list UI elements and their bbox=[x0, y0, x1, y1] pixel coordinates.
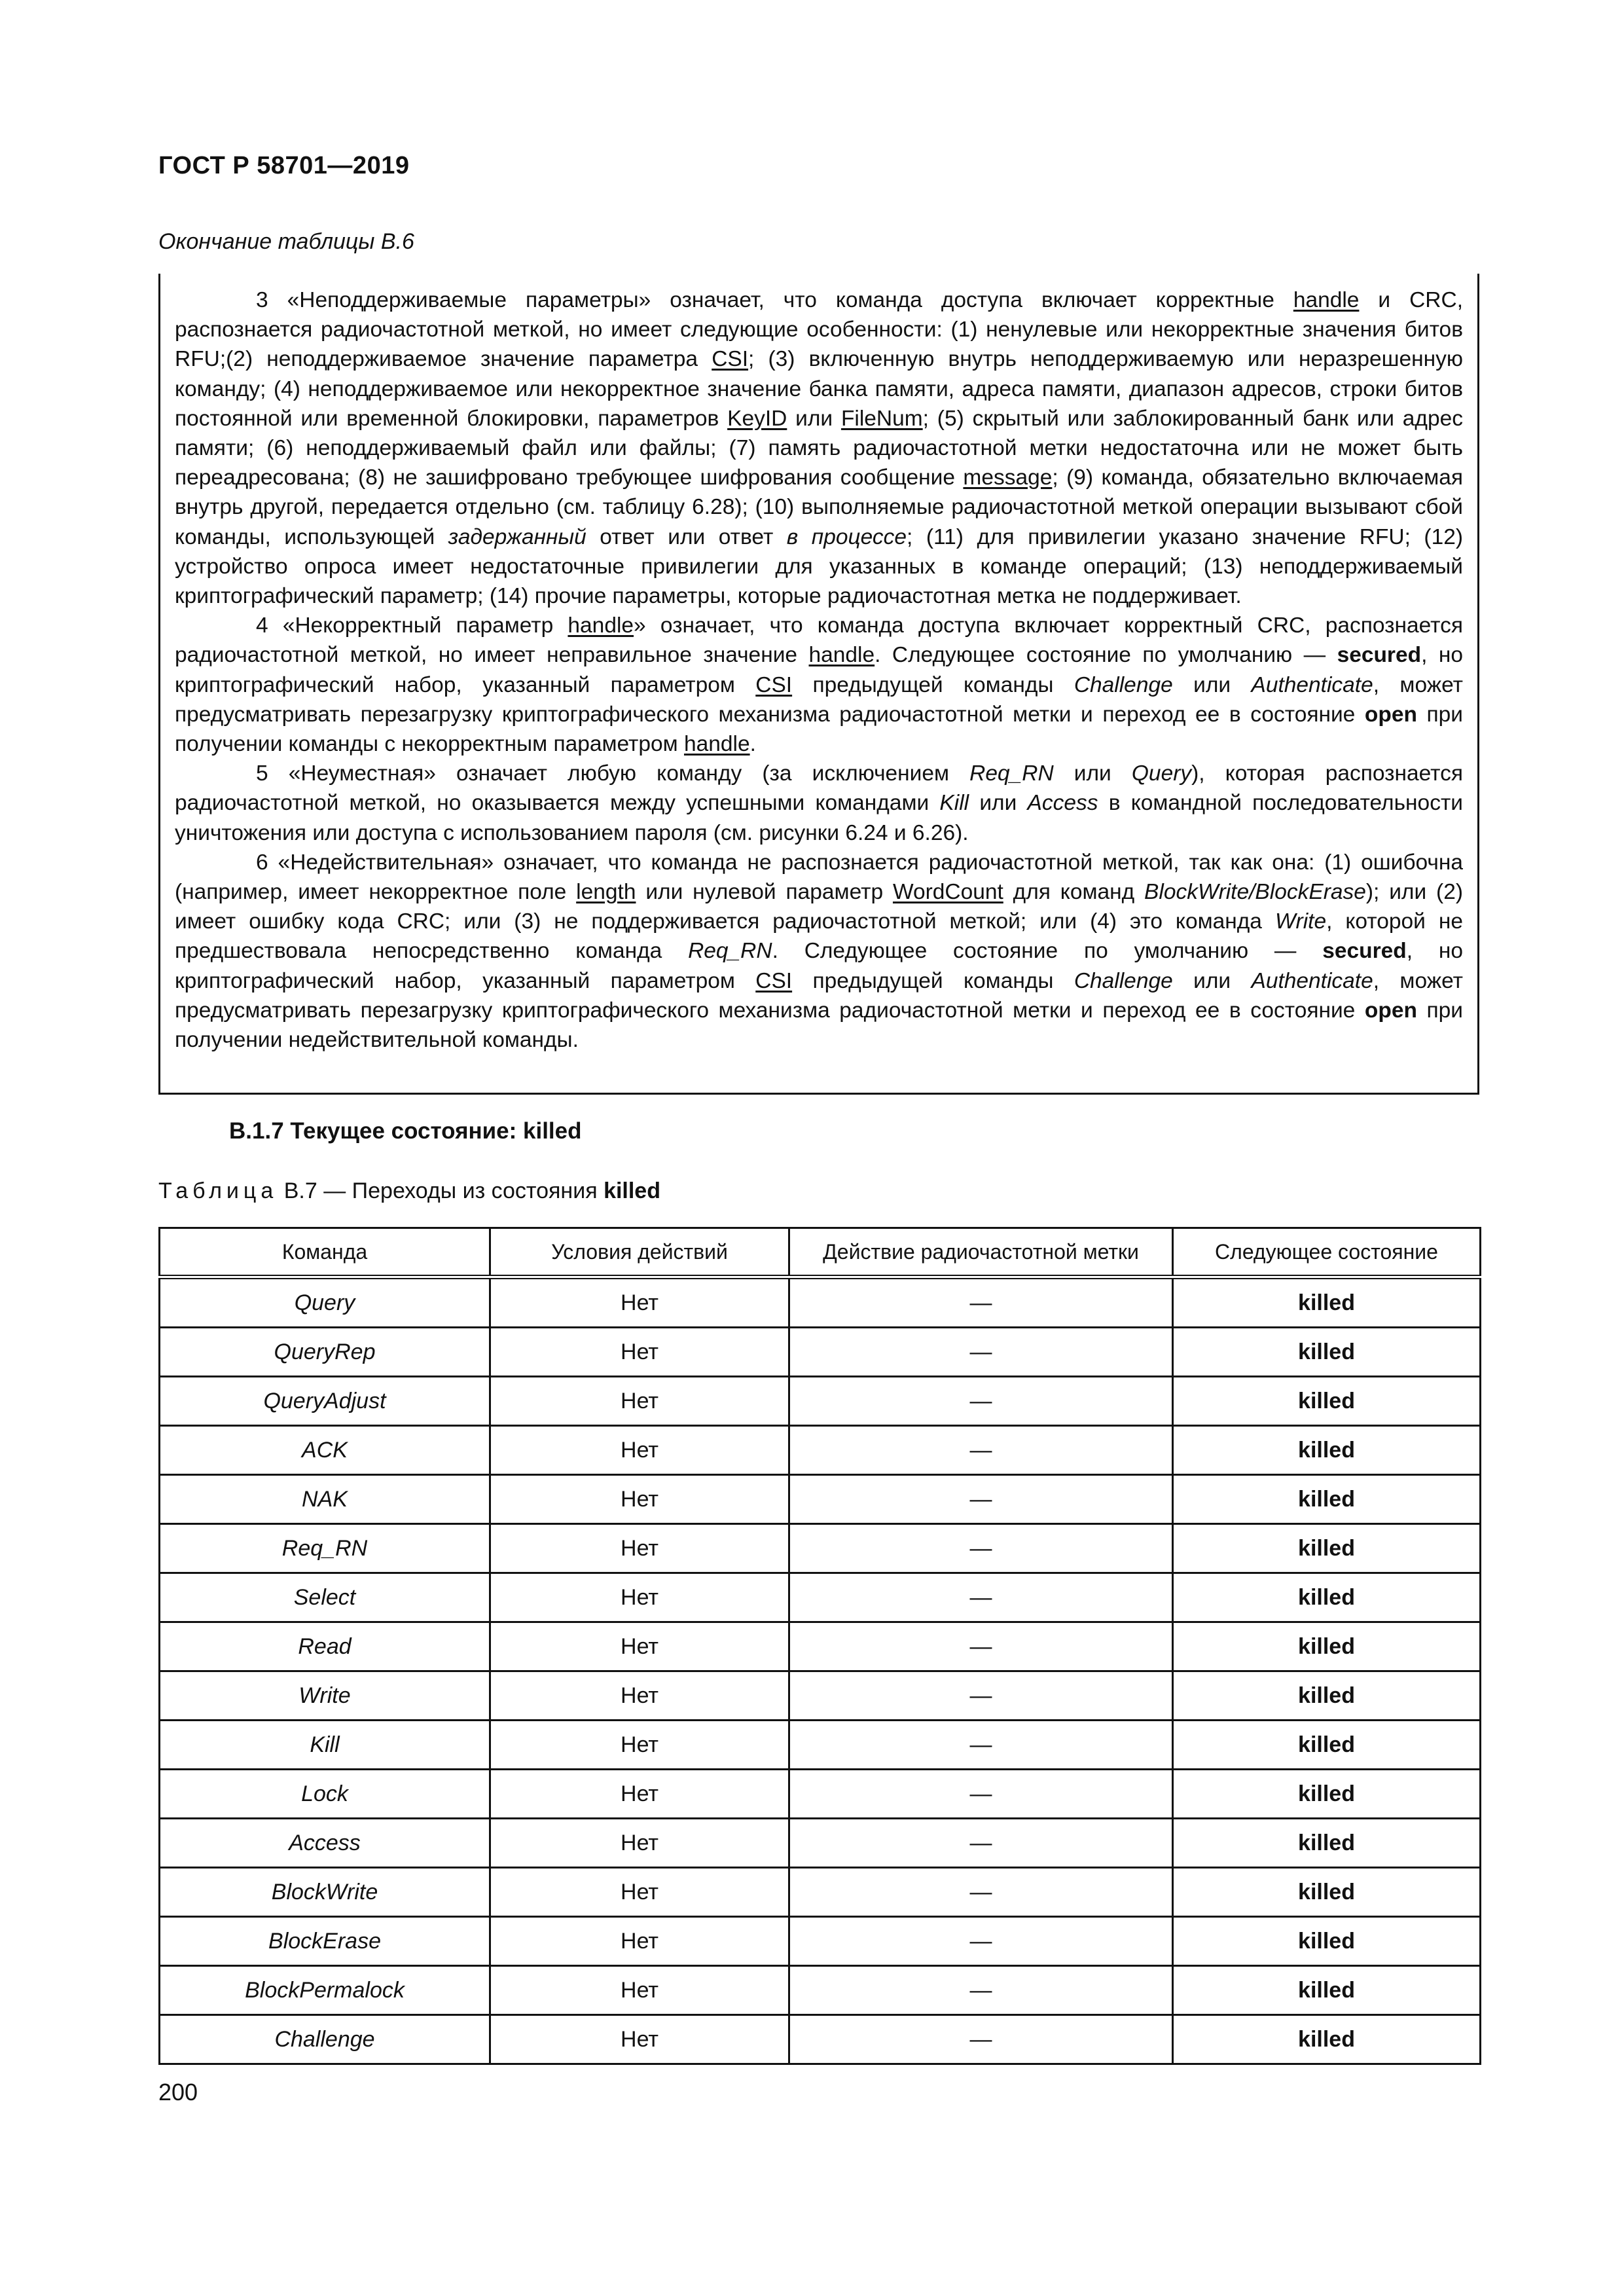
table-row bbox=[160, 1426, 1481, 1475]
conditions-cell: Нет bbox=[490, 1770, 789, 1819]
header-command: Команда bbox=[160, 1228, 490, 1277]
page-number: 200 bbox=[158, 2079, 198, 2105]
action-cell: — bbox=[789, 1917, 1173, 1966]
action-cell: — bbox=[789, 2015, 1173, 2064]
next-state-cell: killed bbox=[1173, 1917, 1481, 1966]
next-state-cell: killed bbox=[1173, 1573, 1481, 1622]
table-notes-box bbox=[158, 274, 1479, 1095]
table-row bbox=[160, 1917, 1481, 1966]
conditions-cell: Нет bbox=[490, 1524, 789, 1573]
command-cell: Kill bbox=[160, 1721, 490, 1770]
conditions-cell: Нет bbox=[490, 1426, 789, 1475]
next-state-cell: killed bbox=[1173, 1868, 1481, 1917]
note-4: 4 «Некорректный параметр handle» означает, что команда доступа включает корректный CRC, распознается радиочастотной меткой, но имеет неправильное значение handle. Следующее состояние по умолчанию — secured, но криптографический набор, указанный параметром CSI предыдущей команды Challenge или Authenticate, может предусматривать перезагрузку криптографического механизма радиочастотной метки и переход ее в состояние open при получении команды с некорректным параметром handle. bbox=[175, 613, 1463, 757]
next-state-cell: killed bbox=[1173, 1475, 1481, 1524]
action-cell: — bbox=[789, 1966, 1173, 2015]
conditions-cell: Нет bbox=[490, 1573, 789, 1622]
command-cell: Lock bbox=[160, 1770, 490, 1819]
conditions-cell: Нет bbox=[490, 1819, 789, 1868]
command-cell: QueryRep bbox=[160, 1328, 490, 1377]
action-cell: — bbox=[789, 1277, 1173, 1328]
action-cell: — bbox=[789, 1622, 1173, 1671]
table-row bbox=[160, 1671, 1481, 1721]
table-row bbox=[160, 1622, 1481, 1671]
command-cell: ACK bbox=[160, 1426, 490, 1475]
action-cell: — bbox=[789, 1524, 1173, 1573]
action-cell: — bbox=[789, 1328, 1173, 1377]
table-row bbox=[160, 1868, 1481, 1917]
table-row bbox=[160, 1524, 1481, 1573]
action-cell: — bbox=[789, 1819, 1173, 1868]
command-cell: BlockWrite bbox=[160, 1868, 490, 1917]
note-5: 5 «Неуместная» означает любую команду (за исключением Req_RN или Query), которая распознается радиочастотной меткой, но оказывается между успешными командами Kill или Access в командной последовательности уничтожения или доступа с использованием пароля (см. рисунки 6.24 и 6.26). bbox=[175, 761, 1464, 845]
document-code: ГОСТ Р 58701—2019 bbox=[158, 152, 410, 179]
table-row bbox=[160, 1770, 1481, 1819]
command-cell: NAK bbox=[160, 1475, 490, 1524]
table-row bbox=[160, 1475, 1481, 1524]
conditions-cell: Нет bbox=[490, 1966, 789, 2015]
header-conditions: Условия действий bbox=[490, 1228, 789, 1277]
header-next-state: Следующее состояние bbox=[1173, 1228, 1481, 1277]
next-state-cell: killed bbox=[1173, 1524, 1481, 1573]
action-cell: — bbox=[789, 1475, 1173, 1524]
note-3: 3 «Неподдерживаемые параметры» означает, что команда доступа включает корректные handle и CRC, распознается радиочастотной меткой, но имеет следующие особенности: (1) ненулевые или некорректные значения битов RFU;(2) неподдерживаемое значение параметра CSI; (3) включенную внутрь неподдерживаемую или неразрешенную команду; (4) неподдерживаемое или некорректное значение банка памяти, адреса памяти, диапазон адресов, строки битов постоянной или временной блокировки, параметров KeyID или FileNum; (5) скрытый или заблокированный банк или адрес памяти; (6) неподдерживаемый файл или файлы; (7) память радиочастотной метки недостаточна или не может быть переадресована; (8) не зашифровано требующее шифрования сообщение message; (9) команда, обязательно включаемая внутрь другой, передается отдельно (см. таблицу 6.28); (10) выполняемые радиочастотной меткой операции вызывают сбой команды, использующей задержанный ответ или ответ в процессе; (11) для привилегии указано значение RFU; (12) устройство опроса имеет недостаточные привилегии для указанных в команде операций; (13) неподдерживаемый криптографический параметр; (14) прочие параметры, которые радиочастотная метка не поддерживает. bbox=[175, 288, 1464, 609]
table-row bbox=[160, 1328, 1481, 1377]
section-heading: В.1.7 Текущее состояние: killed bbox=[229, 1118, 582, 1144]
command-cell: BlockErase bbox=[160, 1917, 490, 1966]
table-row bbox=[160, 1277, 1481, 1328]
conditions-cell: Нет bbox=[490, 1328, 789, 1377]
next-state-cell: killed bbox=[1173, 2015, 1481, 2064]
conditions-cell: Нет bbox=[490, 1917, 789, 1966]
command-cell: Query bbox=[160, 1277, 490, 1328]
table-continuation-label: Окончание таблицы В.6 bbox=[158, 229, 414, 254]
table-row bbox=[160, 1573, 1481, 1622]
conditions-cell: Нет bbox=[490, 1377, 789, 1426]
command-cell: QueryAdjust bbox=[160, 1377, 490, 1426]
action-cell: — bbox=[789, 1721, 1173, 1770]
conditions-cell: Нет bbox=[490, 1622, 789, 1671]
next-state-cell: killed bbox=[1173, 1671, 1481, 1721]
action-cell: — bbox=[789, 1770, 1173, 1819]
note-6: 6 «Недействительная» означает, что команда не распознается радиочастотной меткой, так как она: (1) ошибочна (например, имеет некорректное поле length или нулевой параметр WordCount для команд BlockWrite/BlockErase); или (2) имеет ошибку кода CRC; или (3) не поддерживается радиочастотной меткой; или (4) это команда Write, которой не предшествовала непосредственно команда Req_RN. Следующее состояние по умолчанию — secured, но криптографический набор, указанный параметром CSI предыдущей команды Challenge или Authenticate, может предусматривать перезагрузку криптографического механизма радиочастотной метки и переход ее в состояние open при получении недействительной команды. bbox=[175, 850, 1463, 1053]
table-header-row bbox=[160, 1228, 1481, 1277]
conditions-cell: Нет bbox=[490, 1868, 789, 1917]
command-cell: Access bbox=[160, 1819, 490, 1868]
next-state-cell: killed bbox=[1173, 1328, 1481, 1377]
table-row bbox=[160, 1377, 1481, 1426]
next-state-cell: killed bbox=[1173, 1277, 1481, 1328]
conditions-cell: Нет bbox=[490, 1721, 789, 1770]
action-cell: — bbox=[789, 1377, 1173, 1426]
command-cell: Select bbox=[160, 1573, 490, 1622]
table-row bbox=[160, 1721, 1481, 1770]
conditions-cell: Нет bbox=[490, 1671, 789, 1721]
table-row bbox=[160, 1819, 1481, 1868]
action-cell: — bbox=[789, 1426, 1173, 1475]
command-cell: Write bbox=[160, 1671, 490, 1721]
header-tag-action: Действие радиочастотной метки bbox=[789, 1228, 1173, 1277]
transitions-table bbox=[158, 1227, 1481, 2065]
table-caption: Таблица В.7 — Переходы из состояния killed bbox=[158, 1178, 660, 1203]
action-cell: — bbox=[789, 1868, 1173, 1917]
table-row bbox=[160, 1966, 1481, 2015]
conditions-cell: Нет bbox=[490, 1475, 789, 1524]
next-state-cell: killed bbox=[1173, 1721, 1481, 1770]
action-cell: — bbox=[789, 1573, 1173, 1622]
next-state-cell: killed bbox=[1173, 1770, 1481, 1819]
table-row bbox=[160, 2015, 1481, 2064]
command-cell: Read bbox=[160, 1622, 490, 1671]
command-cell: Req_RN bbox=[160, 1524, 490, 1573]
conditions-cell: Нет bbox=[490, 1277, 789, 1328]
next-state-cell: killed bbox=[1173, 1622, 1481, 1671]
conditions-cell: Нет bbox=[490, 2015, 789, 2064]
next-state-cell: killed bbox=[1173, 1966, 1481, 2015]
command-cell: Challenge bbox=[160, 2015, 490, 2064]
action-cell: — bbox=[789, 1671, 1173, 1721]
next-state-cell: killed bbox=[1173, 1377, 1481, 1426]
next-state-cell: killed bbox=[1173, 1426, 1481, 1475]
command-cell: BlockPermalock bbox=[160, 1966, 490, 2015]
next-state-cell: killed bbox=[1173, 1819, 1481, 1868]
